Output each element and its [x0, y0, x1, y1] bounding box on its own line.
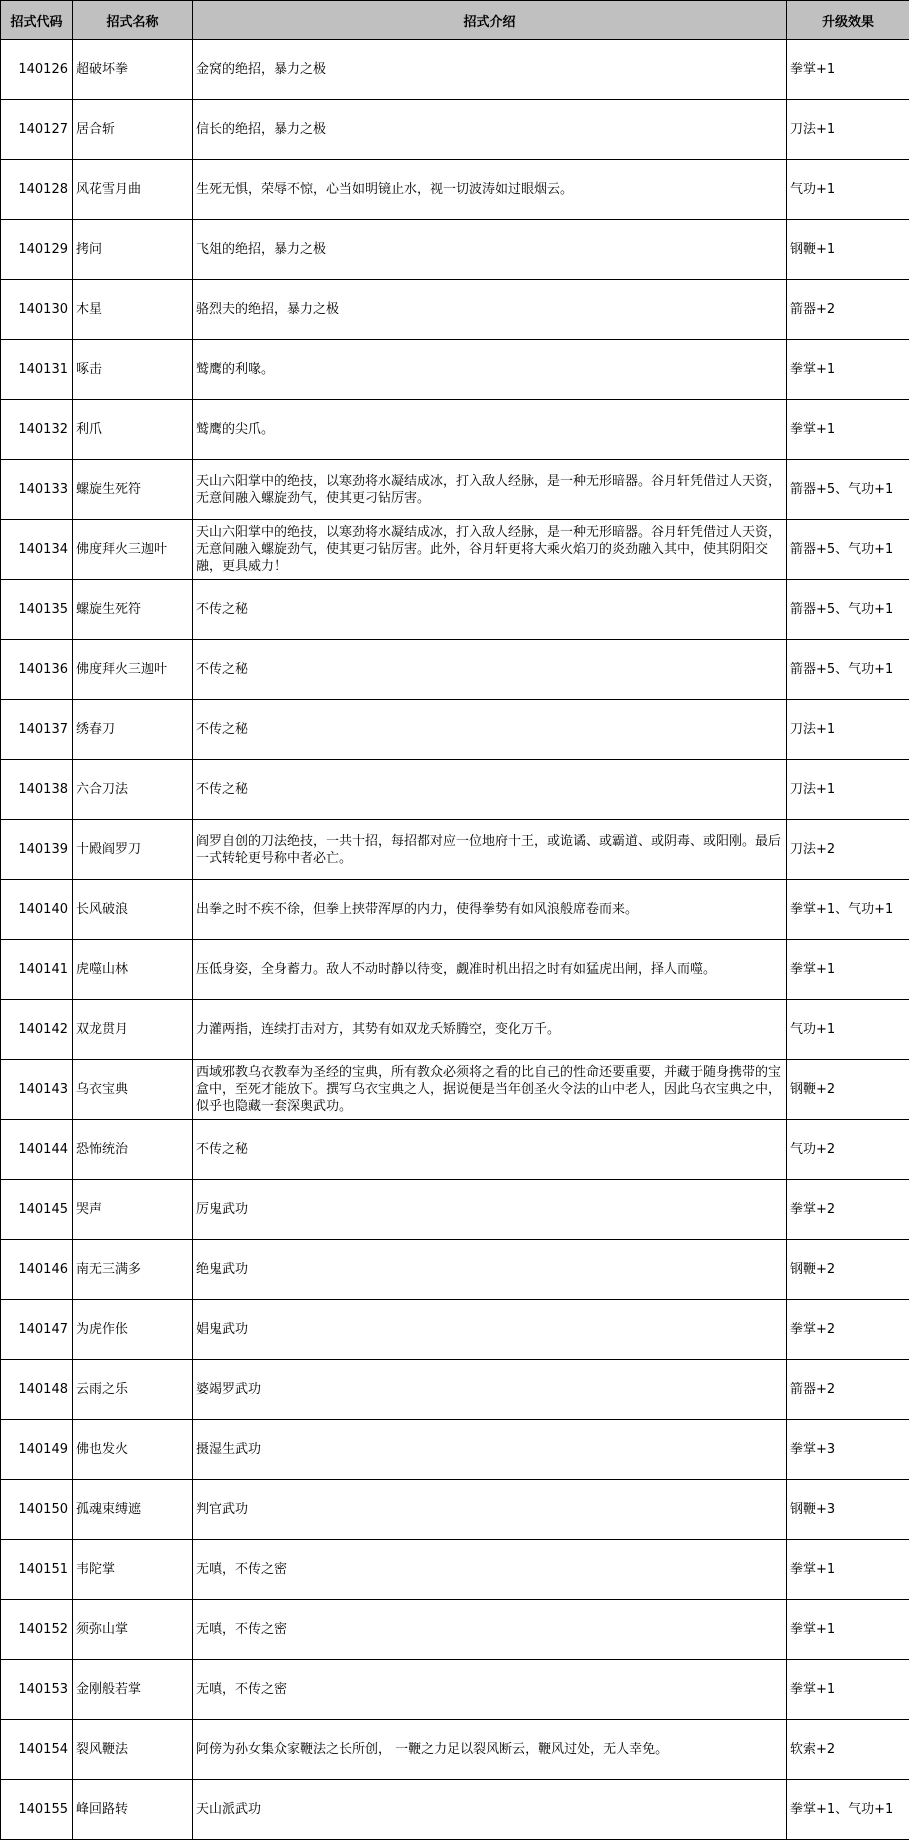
table-row [1, 1720, 909, 1780]
upgrade-effect: 气功+1 [787, 160, 909, 220]
table-row [1, 40, 909, 100]
skill-description: 厉鬼武功 [193, 1180, 787, 1240]
upgrade-effect: 拳掌+1 [787, 40, 909, 100]
upgrade-effect: 拳掌+1 [787, 1660, 909, 1720]
skill-description: 天山六阳掌中的绝技，以寒劲将水凝结成冰，打入敌人经脉，是一种无形暗器。谷月轩凭借过人天资，无意间融入螺旋劲气，使其更刁钻厉害。 [193, 460, 787, 520]
skill-description: 信长的绝招，暴力之极 [193, 100, 787, 160]
table-row [1, 280, 909, 340]
skill-description: 不传之秘 [193, 700, 787, 760]
skill-code: 140147 [1, 1300, 73, 1360]
upgrade-effect: 箭器+2 [787, 280, 909, 340]
skill-name: 孤魂束缚遮 [73, 1480, 193, 1540]
upgrade-effect: 箭器+2 [787, 1360, 909, 1420]
skill-name: 双龙贯月 [73, 1000, 193, 1060]
skill-description: 生死无惧，荣辱不惊，心当如明镜止水，视一切波涛如过眼烟云。 [193, 160, 787, 220]
upgrade-effect: 箭器+5、气功+1 [787, 460, 909, 520]
skill-description: 不传之秘 [193, 760, 787, 820]
skill-description: 阿傍为孙女集众家鞭法之长所创， 一鞭之力足以裂风断云，鞭风过处，无人幸免。 [193, 1720, 787, 1780]
upgrade-effect: 软索+2 [787, 1720, 909, 1780]
skill-name: 虎噬山林 [73, 940, 193, 1000]
skill-code: 140151 [1, 1540, 73, 1600]
skill-code: 140143 [1, 1060, 73, 1120]
skill-code: 140154 [1, 1720, 73, 1780]
skill-name: 恐怖统治 [73, 1120, 193, 1180]
skill-name: 云雨之乐 [73, 1360, 193, 1420]
upgrade-effect: 拳掌+1、气功+1 [787, 1780, 909, 1840]
skill-description: 出拳之时不疾不徐，但拳上挟带浑厚的内力，使得拳势有如风浪般席卷而来。 [193, 880, 787, 940]
skill-description: 压低身姿，全身蓄力。敌人不动时静以待变，觑准时机出招之时有如猛虎出闸，择人而噬。 [193, 940, 787, 1000]
skill-code: 140134 [1, 520, 73, 580]
upgrade-effect: 钢鞭+2 [787, 1240, 909, 1300]
skill-description: 判官武功 [193, 1480, 787, 1540]
upgrade-effect: 刀法+1 [787, 100, 909, 160]
skill-description: 不传之秘 [193, 580, 787, 640]
skill-name: 啄击 [73, 340, 193, 400]
skill-code: 140135 [1, 580, 73, 640]
upgrade-effect: 拳掌+1 [787, 1600, 909, 1660]
skill-code: 140136 [1, 640, 73, 700]
header-name: 招式名称 [73, 1, 193, 40]
table-row [1, 160, 909, 220]
skill-code: 140138 [1, 760, 73, 820]
skill-code: 140127 [1, 100, 73, 160]
skill-code: 140130 [1, 280, 73, 340]
table-row [1, 1480, 909, 1540]
table-row [1, 400, 909, 460]
skill-description: 力灌两指，连续打击对方，其势有如双龙夭矫腾空，变化万千。 [193, 1000, 787, 1060]
upgrade-effect: 拳掌+1、气功+1 [787, 880, 909, 940]
upgrade-effect: 刀法+1 [787, 700, 909, 760]
upgrade-effect: 拳掌+1 [787, 340, 909, 400]
skill-name: 风花雪月曲 [73, 160, 193, 220]
skill-description: 鹫鹰的利喙。 [193, 340, 787, 400]
skill-name: 金刚般若掌 [73, 1660, 193, 1720]
skill-name: 峰回路转 [73, 1780, 193, 1840]
table-row [1, 1420, 909, 1480]
skill-name: 哭声 [73, 1180, 193, 1240]
skill-description: 无嗔，不传之密 [193, 1600, 787, 1660]
skill-code: 140152 [1, 1600, 73, 1660]
upgrade-effect: 箭器+5、气功+1 [787, 640, 909, 700]
skill-description: 不传之秘 [193, 1120, 787, 1180]
table-row [1, 1240, 909, 1300]
upgrade-effect: 拳掌+1 [787, 400, 909, 460]
table-row [1, 1000, 909, 1060]
table-row [1, 760, 909, 820]
skill-description: 绝鬼武功 [193, 1240, 787, 1300]
skill-code: 140126 [1, 40, 73, 100]
skill-description: 摄湿生武功 [193, 1420, 787, 1480]
upgrade-effect: 拳掌+2 [787, 1300, 909, 1360]
skill-code: 140137 [1, 700, 73, 760]
skill-description: 天山六阳掌中的绝技，以寒劲将水凝结成冰，打入敌人经脉，是一种无形暗器。谷月轩凭借过人天资，无意间融入螺旋劲气，使其更刁钻厉害。此外，谷月轩更将大乘火焰刀的炎劲融入其中，使其阴阳交融，更具威力！ [193, 520, 787, 580]
table-row [1, 220, 909, 280]
table-row [1, 940, 909, 1000]
skill-description: 西域邪教乌衣教奉为圣经的宝典，所有教众必须将之看的比自己的性命还要重要，并藏于随身携带的宝盒中，至死才能放下。撰写乌衣宝典之人，据说便是当年创圣火令法的山中老人，因此乌衣宝典之中，似乎也隐藏一套深奥武功。 [193, 1060, 787, 1120]
table-row [1, 460, 909, 520]
skill-code: 140140 [1, 880, 73, 940]
table-row [1, 1120, 909, 1180]
skill-description: 金窝的绝招，暴力之极 [193, 40, 787, 100]
skill-code: 140150 [1, 1480, 73, 1540]
upgrade-effect: 拳掌+1 [787, 940, 909, 1000]
table-row [1, 340, 909, 400]
skill-name: 南无三满多 [73, 1240, 193, 1300]
header-desc: 招式介绍 [193, 1, 787, 40]
table-row [1, 700, 909, 760]
skill-name: 长风破浪 [73, 880, 193, 940]
table-row [1, 1540, 909, 1600]
skill-code: 140148 [1, 1360, 73, 1420]
table-row [1, 1600, 909, 1660]
skill-code: 140142 [1, 1000, 73, 1060]
skill-name: 佛度拜火三迦叶 [73, 520, 193, 580]
header-code: 招式代码 [1, 1, 73, 40]
skill-description: 阎罗自创的刀法绝技，一共十招，每招都对应一位地府十王，或诡谲、或霸道、或阴毒、或阳刚。最后一式转轮更号称中者必亡。 [193, 820, 787, 880]
skill-name: 须弥山掌 [73, 1600, 193, 1660]
skill-name: 木星 [73, 280, 193, 340]
upgrade-effect: 箭器+5、气功+1 [787, 520, 909, 580]
table-row [1, 1060, 909, 1120]
upgrade-effect: 箭器+5、气功+1 [787, 580, 909, 640]
skill-name: 绣春刀 [73, 700, 193, 760]
table-row [1, 1660, 909, 1720]
skill-name: 为虎作伥 [73, 1300, 193, 1360]
skill-description: 无嗔，不传之密 [193, 1660, 787, 1720]
skill-description: 娼鬼武功 [193, 1300, 787, 1360]
skill-code: 140139 [1, 820, 73, 880]
skill-code: 140155 [1, 1780, 73, 1840]
skill-description: 骆烈夫的绝招，暴力之极 [193, 280, 787, 340]
upgrade-effect: 钢鞭+1 [787, 220, 909, 280]
skill-name: 十殿阎罗刀 [73, 820, 193, 880]
skill-name: 佛度拜火三迦叶 [73, 640, 193, 700]
table-row [1, 580, 909, 640]
upgrade-effect: 气功+2 [787, 1120, 909, 1180]
skill-name: 螺旋生死符 [73, 580, 193, 640]
table-row [1, 640, 909, 700]
skill-code: 140149 [1, 1420, 73, 1480]
skill-description: 婆竭罗武功 [193, 1360, 787, 1420]
header-effect: 升级效果 [787, 1, 909, 40]
skill-code: 140129 [1, 220, 73, 280]
skill-description: 天山派武功 [193, 1780, 787, 1840]
table-row [1, 520, 909, 580]
skill-code: 140144 [1, 1120, 73, 1180]
table-row [1, 100, 909, 160]
upgrade-effect: 刀法+2 [787, 820, 909, 880]
skill-code: 140131 [1, 340, 73, 400]
upgrade-effect: 拳掌+1 [787, 1540, 909, 1600]
skill-code: 140141 [1, 940, 73, 1000]
skill-description: 飞俎的绝招，暴力之极 [193, 220, 787, 280]
skill-code: 140133 [1, 460, 73, 520]
header-row [1, 1, 909, 40]
skill-name: 拷问 [73, 220, 193, 280]
upgrade-effect: 刀法+1 [787, 760, 909, 820]
skill-name: 乌衣宝典 [73, 1060, 193, 1120]
skill-name: 居合斩 [73, 100, 193, 160]
upgrade-effect: 气功+1 [787, 1000, 909, 1060]
skill-name: 裂风鞭法 [73, 1720, 193, 1780]
skill-code: 140145 [1, 1180, 73, 1240]
skill-name: 佛也发火 [73, 1420, 193, 1480]
skill-code: 140146 [1, 1240, 73, 1300]
upgrade-effect: 拳掌+2 [787, 1180, 909, 1240]
skill-name: 韦陀掌 [73, 1540, 193, 1600]
skill-description: 无嗔，不传之密 [193, 1540, 787, 1600]
table-row [1, 820, 909, 880]
table-row [1, 1780, 909, 1840]
table-row [1, 1360, 909, 1420]
upgrade-effect: 钢鞭+3 [787, 1480, 909, 1540]
skill-name: 利爪 [73, 400, 193, 460]
skill-code: 140128 [1, 160, 73, 220]
table-row [1, 880, 909, 940]
skill-name: 六合刀法 [73, 760, 193, 820]
table-row [1, 1300, 909, 1360]
skill-description: 不传之秘 [193, 640, 787, 700]
skill-name: 螺旋生死符 [73, 460, 193, 520]
skill-code: 140132 [1, 400, 73, 460]
table-row [1, 1180, 909, 1240]
upgrade-effect: 钢鞭+2 [787, 1060, 909, 1120]
skill-code: 140153 [1, 1660, 73, 1720]
skill-name: 超破坏拳 [73, 40, 193, 100]
skill-description: 鹫鹰的尖爪。 [193, 400, 787, 460]
upgrade-effect: 拳掌+3 [787, 1420, 909, 1480]
